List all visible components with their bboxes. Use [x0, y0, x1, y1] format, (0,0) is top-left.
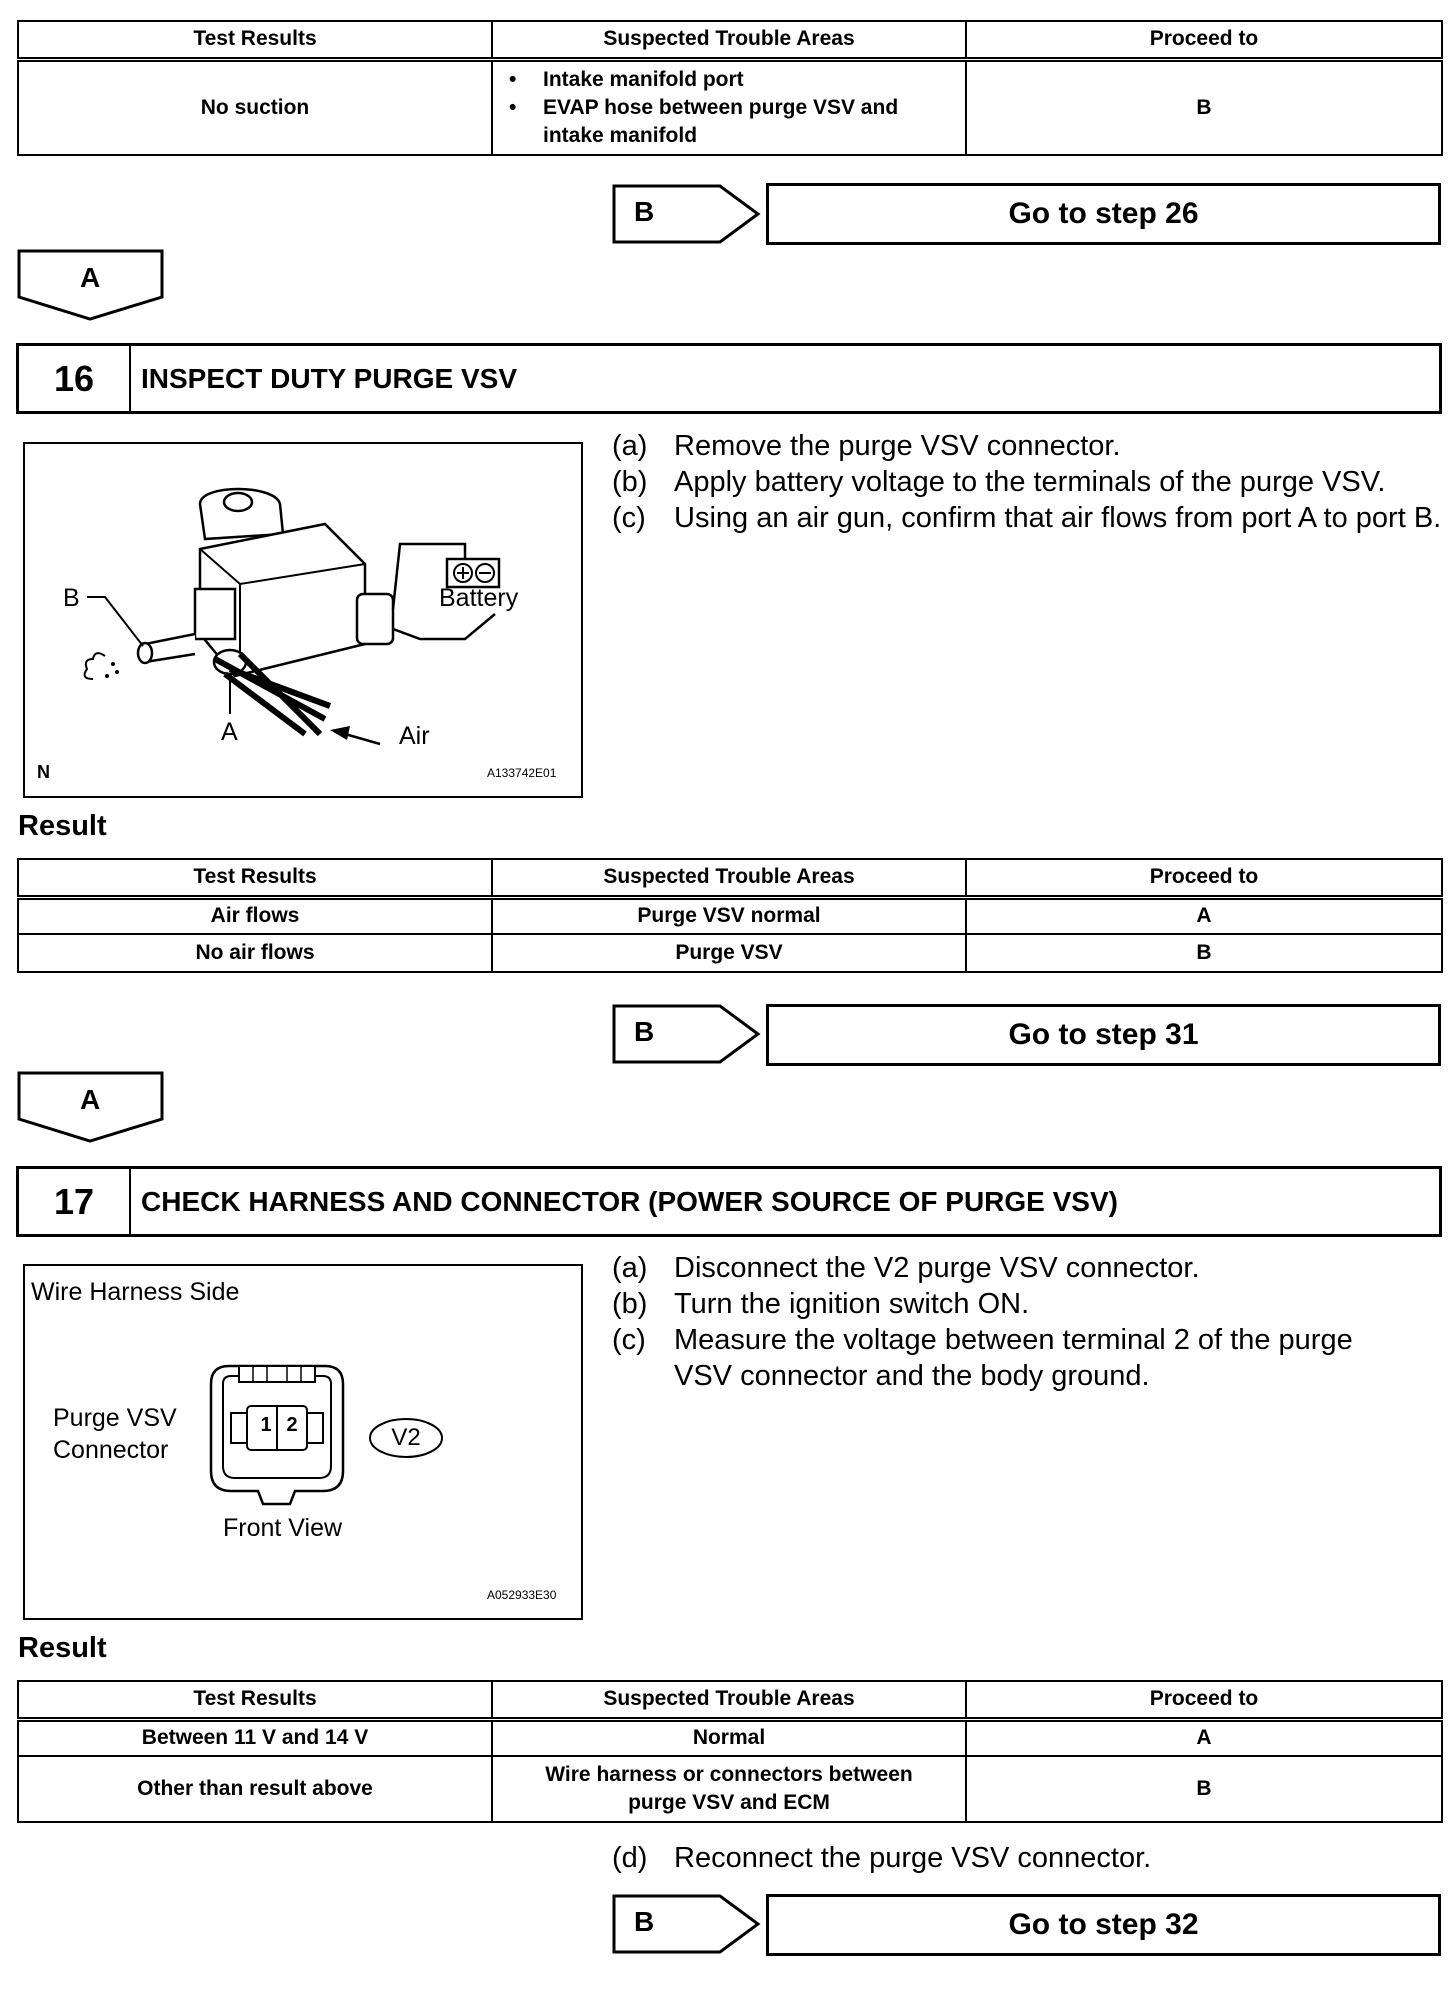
- result-heading: Result: [18, 1632, 107, 1664]
- instruction: (c) Measure the voltage between terminal 2 of the purge VSV connector and the body ground.: [612, 1324, 1353, 1392]
- step-17-instructions: [612, 1250, 1447, 1394]
- step-title: CHECK HARNESS AND CONNECTOR (POWER SOURCE OF PURGE VSV): [141, 1185, 1118, 1217]
- connector-figure: [23, 1264, 583, 1620]
- figure-code: A052933E30: [487, 1588, 557, 1602]
- cell: Other than result above: [18, 1756, 492, 1822]
- cell: Normal: [492, 1719, 966, 1756]
- col-header: Proceed to: [966, 21, 1442, 59]
- instruction: (d) Reconnect the purge VSV connector.: [612, 1842, 1152, 1874]
- cell: B: [966, 934, 1442, 972]
- instruction: (a) Disconnect the V2 purge VSV connector.: [612, 1252, 1200, 1284]
- goto-step-button[interactable]: Go to step 31: [766, 1004, 1441, 1066]
- connector-tag: V2: [391, 1424, 421, 1451]
- connector-diagram: [25, 1266, 581, 1618]
- a-arrow-label: A: [80, 1084, 101, 1115]
- step-number: 16: [19, 346, 131, 411]
- step-17-header: [16, 1166, 1442, 1237]
- a-arrow-label: A: [80, 262, 101, 293]
- step-16-header: [16, 343, 1442, 414]
- table-row: [18, 1719, 1442, 1756]
- cell: Air flows: [18, 897, 492, 934]
- instruction: (c) Using an air gun, confirm that air flows from port A to port B.: [612, 502, 1442, 534]
- front-view-label: Front View: [223, 1514, 343, 1542]
- cell: No air flows: [18, 934, 492, 972]
- col-header: Suspected Trouble Areas: [492, 859, 966, 897]
- figure-corner-mark: N: [37, 762, 50, 782]
- list-item: • EVAP hose between purge VSV and intake manifold: [543, 94, 955, 150]
- pin-2: 2: [286, 1414, 298, 1436]
- instruction: (b) Turn the ignition switch ON.: [612, 1288, 1030, 1320]
- step-17-result-table: [17, 1680, 1443, 1823]
- b-arrow-label: B: [634, 1906, 655, 1937]
- step-number: 17: [19, 1169, 131, 1234]
- figure-title: Wire Harness Side: [31, 1278, 240, 1306]
- purge-vsv-figure: [23, 442, 583, 798]
- connector-label: Purge VSV: [53, 1404, 177, 1432]
- col-header: Suspected Trouble Areas: [492, 21, 966, 59]
- cell: Wire harness or connectors between purge VSV and ECM: [492, 1756, 966, 1822]
- col-header: Proceed to: [966, 859, 1442, 897]
- col-header: Test Results: [18, 859, 492, 897]
- col-header: Proceed to: [966, 1681, 1442, 1719]
- cell-areas: [492, 59, 966, 155]
- step-16-instructions: [612, 428, 1447, 536]
- table-row: [18, 897, 1442, 934]
- cell: B: [966, 59, 1442, 155]
- result-heading: Result: [18, 810, 107, 842]
- step-title: INSPECT DUTY PURGE VSV: [141, 362, 518, 394]
- cell: Between 11 V and 14 V: [18, 1719, 492, 1756]
- table-row: [18, 59, 1442, 155]
- b-arrow-label: B: [634, 1016, 655, 1047]
- top-result-table: [17, 20, 1443, 156]
- cell: Purge VSV normal: [492, 897, 966, 934]
- cell: Purge VSV: [492, 934, 966, 972]
- cell: No suction: [18, 59, 492, 155]
- cell: A: [966, 1719, 1442, 1756]
- instruction: (b) Apply battery voltage to the terminals of the purge VSV.: [612, 466, 1386, 498]
- table-row: [18, 1756, 1442, 1822]
- pin-1: 1: [260, 1414, 272, 1436]
- port-b-label: B: [63, 584, 80, 612]
- goto-step-button[interactable]: Go to step 32: [766, 1894, 1441, 1956]
- goto-step-button[interactable]: Go to step 26: [766, 183, 1441, 245]
- battery-label: Battery: [439, 584, 519, 612]
- air-label: Air: [399, 722, 430, 750]
- list-item: • Intake manifold port: [543, 66, 955, 94]
- table-row: [18, 934, 1442, 972]
- instruction: (a) Remove the purge VSV connector.: [612, 430, 1121, 462]
- b-arrow-label: B: [634, 196, 655, 227]
- purge-vsv-diagram: [25, 444, 581, 796]
- step-16-result-table: [17, 858, 1443, 973]
- col-header: Test Results: [18, 21, 492, 59]
- connector-label: Connector: [53, 1436, 169, 1464]
- col-header: Suspected Trouble Areas: [492, 1681, 966, 1719]
- step-17-after-instruction: [612, 1840, 1447, 1876]
- figure-code: A133742E01: [487, 766, 557, 780]
- port-a-label: A: [221, 718, 238, 746]
- col-header: Test Results: [18, 1681, 492, 1719]
- cell: A: [966, 897, 1442, 934]
- cell: B: [966, 1756, 1442, 1822]
